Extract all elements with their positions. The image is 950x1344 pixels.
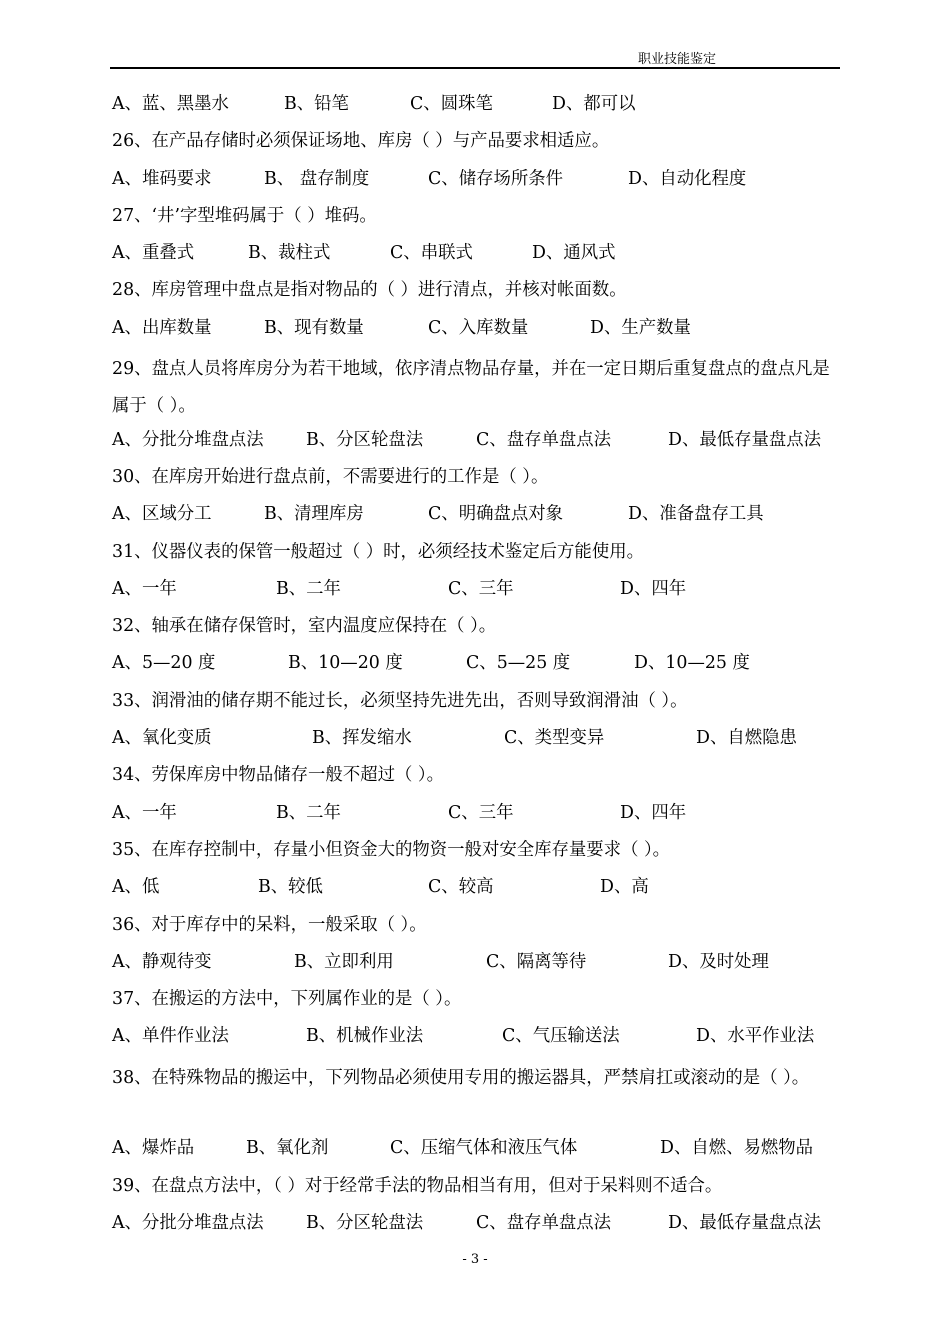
option-d[interactable]: D、及时处理	[668, 951, 769, 972]
option-d[interactable]: D、高	[600, 877, 649, 898]
option-d[interactable]: D、自动化程度	[628, 168, 747, 189]
options-row	[112, 426, 840, 463]
option-c[interactable]: C、5—25 度	[466, 653, 571, 674]
option-c[interactable]: C、盘存单盘点法	[476, 429, 612, 450]
question-text: 39、在盘点方法中，（ ）对于经常手法的物品相当有用，但对于呆料则不适合。	[112, 1175, 723, 1196]
option-a[interactable]: A、单件作业法	[112, 1026, 229, 1047]
header-divider	[110, 67, 840, 69]
option-d[interactable]: D、10—25 度	[634, 653, 750, 674]
options-row	[112, 165, 840, 202]
options-row	[112, 575, 840, 612]
option-b[interactable]: B、 盘存制度	[264, 168, 370, 189]
option-a[interactable]: A、氧化变质	[112, 728, 212, 749]
option-c[interactable]: C、较高	[428, 877, 494, 898]
option-b[interactable]: B、分区轮盘法	[306, 429, 424, 450]
option-a[interactable]: A、分批分堆盘点法	[112, 1212, 264, 1233]
option-a[interactable]: A、分批分堆盘点法	[112, 429, 264, 450]
option-b[interactable]: B、挥发缩水	[312, 728, 412, 749]
option-b[interactable]: B、清理库房	[264, 504, 364, 525]
options-row	[112, 799, 840, 836]
question-text: 34、劳保库房中物品储存一般不超过（ ）。	[112, 765, 444, 786]
question-text: 28、库房管理中盘点是指对物品的（ ）进行清点，并核对帐面数。	[112, 280, 627, 301]
option-c[interactable]: C、类型变异	[504, 728, 605, 749]
question-text: 26、在产品存储时必须保证场地、库房（ ）与产品要求相适应。	[112, 131, 610, 152]
option-a[interactable]: A、重叠式	[112, 243, 195, 264]
option-c[interactable]: C、气压输送法	[502, 1026, 620, 1047]
option-c[interactable]: C、储存场所条件	[428, 168, 564, 189]
options-row	[112, 314, 840, 351]
options-row	[112, 500, 840, 537]
question-text: 33、润滑油的储存期不能过长，必须坚持先进先出，否则导致润滑油（ ）。	[112, 690, 688, 711]
question-text: 38、在特殊物品的搬运中，下列物品必须使用专用的搬运器具，严禁肩扛或滚动的是（ ）。	[112, 1067, 810, 1088]
option-d[interactable]: D、四年	[620, 802, 687, 823]
option-b[interactable]: B、二年	[276, 578, 341, 599]
options-row	[112, 239, 840, 276]
options-row	[112, 649, 840, 686]
option-c[interactable]: C、三年	[448, 802, 514, 823]
option-c[interactable]: C、压缩气体和液压气体	[390, 1138, 578, 1159]
option-b[interactable]: B、铅笔	[284, 94, 349, 114]
option-d[interactable]: D、准备盘存工具	[628, 504, 764, 525]
question-text: 27、‘井’字型堆码属于（ ）堆码。	[112, 205, 377, 226]
option-a[interactable]: A、出库数量	[112, 317, 212, 338]
option-d[interactable]: D、通风式	[532, 243, 616, 264]
option-b[interactable]: B、10—20 度	[288, 653, 403, 674]
options-row	[112, 1209, 840, 1246]
option-a[interactable]: A、蓝、黑墨水	[112, 94, 229, 114]
options-row	[112, 1134, 840, 1171]
option-a[interactable]: A、爆炸品	[112, 1138, 195, 1159]
header-title: 职业技能鉴定	[637, 52, 716, 67]
option-d[interactable]: D、自燃、易燃物品	[660, 1138, 814, 1159]
option-c[interactable]: C、三年	[448, 578, 514, 599]
option-b[interactable]: B、氧化剂	[246, 1138, 329, 1159]
question-text: 35、在库存控制中，存量小但资金大的物资一般对安全库存量要求（ ）。	[112, 839, 671, 860]
option-d[interactable]: D、最低存量盘点法	[668, 429, 822, 450]
option-b[interactable]: B、现有数量	[264, 317, 364, 338]
option-a[interactable]: A、5—20 度	[112, 653, 216, 674]
option-b[interactable]: B、较低	[258, 877, 323, 898]
option-a[interactable]: A、静观待变	[112, 951, 212, 972]
option-b[interactable]: B、立即利用	[294, 951, 394, 972]
option-a[interactable]: A、一年	[112, 578, 177, 599]
question-text: 32、轴承在储存保管时，室内温度应保持在（ ）。	[112, 616, 497, 637]
option-b[interactable]: B、裁柱式	[248, 243, 331, 264]
question-text: 31、仪器仪表的保管一般超过（ ）时，必须经技术鉴定后方能使用。	[112, 541, 644, 562]
option-a[interactable]: A、一年	[112, 802, 177, 823]
option-a[interactable]: A、低	[112, 877, 160, 898]
option-c[interactable]: C、入库数量	[428, 317, 529, 338]
option-c[interactable]: C、圆珠笔	[410, 94, 493, 114]
options-row	[112, 1022, 840, 1059]
option-c[interactable]: C、明确盘点对象	[428, 504, 564, 525]
option-d[interactable]: D、水平作业法	[696, 1026, 815, 1047]
option-c[interactable]: C、隔离等待	[486, 951, 587, 972]
option-c[interactable]: C、串联式	[390, 243, 473, 264]
question-text: 36、对于库存中的呆料，一般采取（ ）。	[112, 914, 427, 935]
options-row	[112, 90, 840, 127]
option-c[interactable]: C、盘存单盘点法	[476, 1212, 612, 1233]
option-d[interactable]: D、生产数量	[590, 317, 691, 338]
option-a[interactable]: A、区域分工	[112, 504, 212, 525]
question-text: 37、在搬运的方法中，下列属作业的是（ ）。	[112, 989, 462, 1010]
question-text: 30、在库房开始进行盘点前，不需要进行的工作是（ ）。	[112, 466, 549, 487]
option-b[interactable]: B、二年	[276, 802, 341, 823]
option-d[interactable]: D、都可以	[552, 94, 636, 114]
option-d[interactable]: D、最低存量盘点法	[668, 1212, 822, 1233]
options-row	[112, 873, 840, 910]
option-d[interactable]: D、四年	[620, 578, 687, 599]
option-b[interactable]: B、机械作业法	[306, 1026, 424, 1047]
options-row	[112, 724, 840, 761]
options-row	[112, 948, 840, 985]
question-list	[112, 90, 840, 1246]
option-a[interactable]: A、堆码要求	[112, 168, 212, 189]
question-text: 29、盘点人员将库房分为若干地域，依序清点物品存量，并在一定日期后重复盘点的盘点凡是属于（ ）。	[112, 359, 830, 417]
option-b[interactable]: B、分区轮盘法	[306, 1212, 424, 1233]
option-d[interactable]: D、自燃隐患	[696, 728, 797, 749]
page-number: - 3 -	[462, 1252, 488, 1267]
